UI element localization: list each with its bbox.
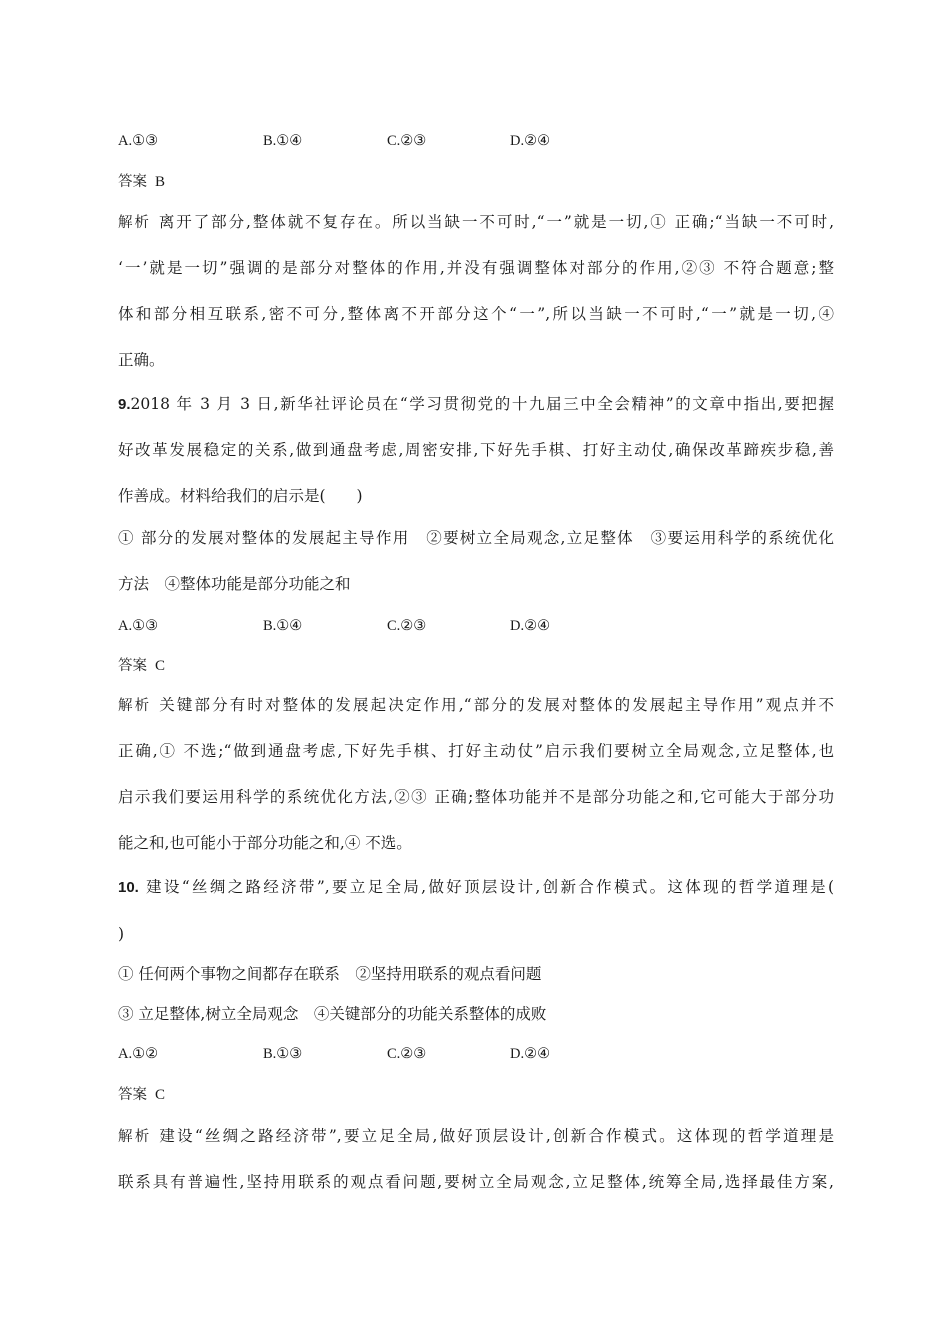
q9-option-c: C.②③: [387, 618, 427, 634]
q8-analysis-line: [118, 212, 834, 233]
analysis-label: 解析: [118, 1129, 152, 1145]
analysis-text: 建设“丝绸之路经济带”,要立足全局,做好顶层设计,创新合作模式。这体现的哲学道理是: [159, 1127, 835, 1145]
q9-answer: [118, 655, 165, 676]
q10-answer: [118, 1084, 165, 1105]
q10-analysis-line: [118, 1126, 834, 1147]
q9-option-b: B.①④: [263, 618, 303, 634]
question-number: 9.: [118, 396, 131, 413]
q9-stem-line: [118, 394, 834, 415]
q8-analysis-line: 体和部分相互联系,密不可分,整体离不开部分这个“一”,所以当缺一不可时,“一”就是一切,④: [118, 305, 834, 323]
q9-analysis-line: 能之和,也可能小于部分功能之和,④ 不选。: [118, 834, 412, 852]
q10-stem-line: ): [118, 925, 125, 943]
q10-analysis-line: 联系具有普遍性,坚持用联系的观点看问题,要树立全局观念,立足整体,统筹全局,选择最佳方案,: [118, 1173, 834, 1191]
q10-option-b: B.①③: [263, 1046, 303, 1062]
q9-analysis-line: [118, 695, 834, 716]
analysis-label: 解析: [118, 698, 152, 714]
q10-stem-line: [118, 877, 834, 898]
analysis-label: 解析: [118, 215, 151, 231]
answer-value: C: [155, 1087, 166, 1103]
q10-statement-line: ① 任何两个事物之间都存在联系 ②坚持用联系的观点看问题: [118, 965, 542, 983]
analysis-text: 关键部分有时对整体的发展起决定作用,“部分的发展对整体的发展起主导作用”观点并不: [159, 696, 835, 714]
q10-option-c: C.②③: [387, 1046, 427, 1062]
question-text: 2018 年 3 月 3 日,新华社评论员在“学习贯彻党的十九届三中全会精神”的文章中指出,要把握: [130, 395, 834, 413]
q10-statement-line: ③ 立足整体,树立全局观念 ④关键部分的功能关系整体的成败: [118, 1005, 547, 1023]
q10-option-a: A.①②: [118, 1046, 159, 1062]
answer-label: 答案: [118, 658, 147, 674]
answer-label: 答案: [118, 174, 147, 190]
q8-option-d: D.②④: [510, 133, 551, 149]
q9-analysis-line: 正确,① 不选;“做到通盘考虑,下好先手棋、打好主动仗”启示我们要树立全局观念,立足整体,也: [118, 742, 834, 760]
answer-value: C: [155, 658, 166, 674]
q8-option-a: A.①③: [118, 133, 159, 149]
q9-stem-line: 作善成。材料给我们的启示是( ): [118, 487, 363, 505]
q8-answer: [118, 171, 165, 192]
q8-option-b: B.①④: [263, 133, 303, 149]
q9-statement-line: ① 部分的发展对整体的发展起主导作用 ②要树立全局观念,立足整体 ③要运用科学的系统优化: [118, 529, 834, 547]
q8-analysis-line: ‘一’就是一切”强调的是部分对整体的作用,并没有强调整体对部分的作用,②③ 不符合题意;整: [118, 259, 834, 277]
analysis-text: 离开了部分,整体就不复存在。所以当缺一不可时,“一”就是一切,① 正确;“当缺一不可时,: [158, 213, 834, 231]
q10-option-d: D.②④: [510, 1046, 551, 1062]
answer-label: 答案: [118, 1087, 147, 1103]
question-number: 10.: [118, 879, 139, 896]
q9-analysis-line: 启示我们要运用科学的系统优化方法,②③ 正确;整体功能并不是部分功能之和,它可能大于部分功: [118, 788, 834, 806]
q9-stem-line: 好改革发展稳定的关系,做到通盘考虑,周密安排,下好先手棋、打好主动仗,确保改革蹄疾步稳,善: [118, 441, 834, 459]
q8-option-c: C.②③: [387, 133, 427, 149]
q9-statement-line: 方法 ④整体功能是部分功能之和: [118, 575, 351, 593]
q9-option-d: D.②④: [510, 618, 551, 634]
question-text: 建设“丝绸之路经济带”,要立足全局,做好顶层设计,创新合作模式。这体现的哲学道理是(: [146, 878, 834, 896]
q8-analysis-line: 正确。: [118, 351, 165, 369]
answer-value: B: [155, 174, 166, 190]
q9-option-a: A.①③: [118, 618, 159, 634]
